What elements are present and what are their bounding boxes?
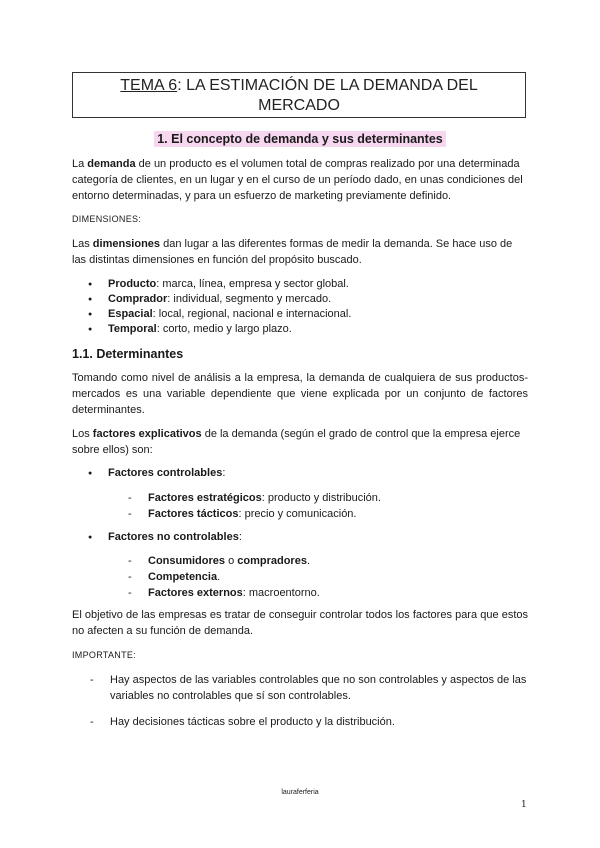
title-line2: MERCADO: [258, 97, 340, 114]
list-item: - Factores externos: macroentorno.: [128, 585, 320, 601]
page-number: 1: [521, 800, 527, 810]
list-item: - Consumidores o compradores.: [128, 553, 320, 569]
list-item: ● Factores no controlables:: [72, 530, 242, 545]
list-item: ● Producto: marca, línea, empresa y sector global.: [72, 277, 351, 292]
no-controlables-list: [72, 530, 242, 545]
dimensiones-list: [72, 277, 351, 337]
dimensiones-paragraph: Las dimensiones dan lugar a las diferentes formas de medir la demanda. Se hace uso de las distintas dimensiones en función del propósito buscado.: [72, 238, 513, 266]
importante-label: IMPORTANTE:: [72, 650, 136, 660]
list-item: - Factores tácticos: precio y comunicación.: [128, 506, 381, 522]
controlables-sublist: [128, 490, 381, 522]
list-item: ● Temporal: corto, medio y largo plazo.: [72, 322, 351, 337]
dimensiones-label: DIMENSIONES:: [72, 214, 142, 224]
determinantes-paragraph: Tomando como nivel de análisis a la empresa, la demanda de cualquiera de sus productos-mercados es una variable dependiente que viene explicada por un conjunto de factores determinantes.: [72, 372, 528, 416]
no-controlables-sublist: [128, 553, 320, 601]
title-prefix: TEMA 6: [120, 77, 178, 94]
importante-list: [90, 672, 528, 730]
list-item: ● Factores controlables:: [72, 466, 225, 481]
list-item: - Hay aspectos de las variables controlables que no son controlables y aspectos de las variables no controlables que sí son controlables.: [90, 672, 528, 704]
list-item: - Factores estratégicos: producto y distribución.: [128, 490, 381, 506]
list-item: - Competencia.: [128, 569, 320, 585]
list-item: ● Comprador: individual, segmento y mercado.: [72, 292, 351, 307]
document-title-box: [72, 72, 526, 118]
title-suffix: : LA ESTIMACIÓN DE LA DEMANDA DEL: [177, 77, 478, 94]
objetivo-paragraph: El objetivo de las empresas es tratar de conseguir controlar todos los factores para que estos no afecten a su función de demanda.: [72, 609, 528, 637]
intro-paragraph: La demanda de un producto es el volumen total de compras realizado por una determinada categoría de clientes, en un lugar y en el curso de un período dado, en unas condiciones del entorno determinadas, y para un esfuerzo de marketing previamente definido.: [72, 158, 523, 202]
list-item: - Hay decisiones tácticas sobre el producto y la distribución.: [90, 714, 528, 730]
subsection-heading: 1.1. Determinantes: [72, 347, 184, 361]
controlables-list: [72, 466, 225, 481]
footer-author: lauraferferia: [281, 789, 319, 796]
list-item: ● Espacial: local, regional, nacional e internacional.: [72, 307, 351, 322]
factores-paragraph: Los factores explicativos de la demanda (según el grado de control que la empresa ejerce sobre ellos) son:: [72, 428, 521, 456]
section-heading: 1. El concepto de demanda y sus determinantes: [0, 132, 600, 146]
